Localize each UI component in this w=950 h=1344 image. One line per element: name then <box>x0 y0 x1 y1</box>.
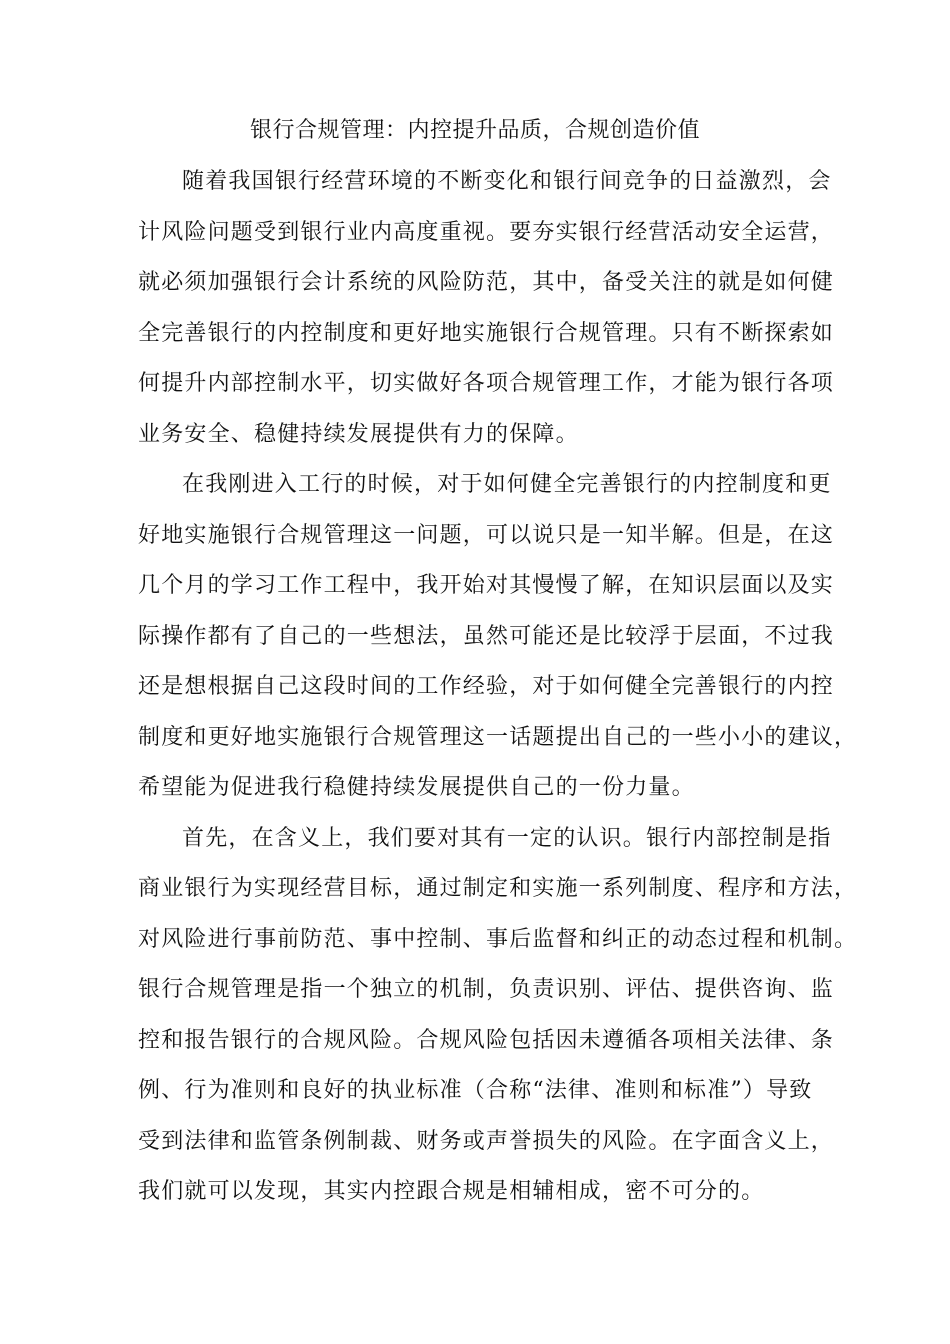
paragraph-line: 好地实施银行合规管理这一问题，可以说只是一知半解。但是，在这 <box>138 522 835 548</box>
paragraph-line: 随着我国银行经营环境的不断变化和银行间竞争的日益激烈，会 <box>182 169 832 194</box>
paragraph-line: 银行合规管理是指一个独立的机制，负责识别、评估、提供咨询、监 <box>138 977 835 1002</box>
paragraph-line: 业务安全、稳健持续发展提供有力的保障。 <box>138 421 579 447</box>
paragraph-1 <box>138 157 835 460</box>
paragraph-2 <box>138 460 858 814</box>
paragraph-line: 首先，在含义上，我们要对其有一定的认识。银行内部控制是指 <box>182 825 832 851</box>
paragraph-line: 我们就可以发现，其实内控跟合规是相辅相成，密不可分的。 <box>138 1179 765 1204</box>
paragraph-line: 希望能为促进我行稳健持续发展提供自己的一份力量。 <box>138 775 695 800</box>
paragraph-line: 商业银行为实现经营目标，通过制定和实施一系列制度、程序和方法， <box>138 876 858 901</box>
paragraph-line: 何提升内部控制水平，切实做好各项合规管理工作，才能为银行各项 <box>138 371 835 396</box>
paragraph-line: 还是想根据自己这段时间的工作经验，对于如何健全完善银行的内控 <box>138 674 835 699</box>
paragraph-line: 例、行为准则和良好的执业标准（合称“法律、准则和标准”）导致 <box>138 1078 813 1103</box>
paragraph-line: 受到法律和监管条例制裁、财务或声誉损失的风险。在字面含义上， <box>138 1128 835 1154</box>
paragraph-line: 控和报告银行的合规风险。合规风险包括因未遵循各项相关法律、条 <box>138 1027 835 1053</box>
paragraph-line: 在我刚进入工行的时候，对于如何健全完善银行的内控制度和更 <box>182 472 832 497</box>
paragraph-line: 全完善银行的内控制度和更好地实施银行合规管理。只有不断探索如 <box>138 320 835 346</box>
paragraph-line: 制度和更好地实施银行合规管理这一话题提出自己的一些小小的建议， <box>138 724 858 750</box>
paragraph-line: 就必须加强银行会计系统的风险防范，其中，备受关注的就是如何健 <box>138 270 835 295</box>
document-body <box>138 157 858 1218</box>
document-title: 银行合规管理：内控提升品质，合规创造价值 <box>249 118 700 143</box>
paragraph-line: 际操作都有了自己的一些想法，虽然可能还是比较浮于层面，不过我 <box>138 623 835 649</box>
paragraph-line: 几个月的学习工作工程中，我开始对其慢慢了解，在知识层面以及实 <box>138 573 835 598</box>
paragraph-line: 对风险进行事前防范、事中控制、事后监督和纠正的动态过程和机制。 <box>138 926 858 952</box>
paragraph-line: 计风险问题受到银行业内高度重视。要夯实银行经营活动安全运营， <box>138 219 835 245</box>
paragraph-3 <box>138 814 858 1218</box>
